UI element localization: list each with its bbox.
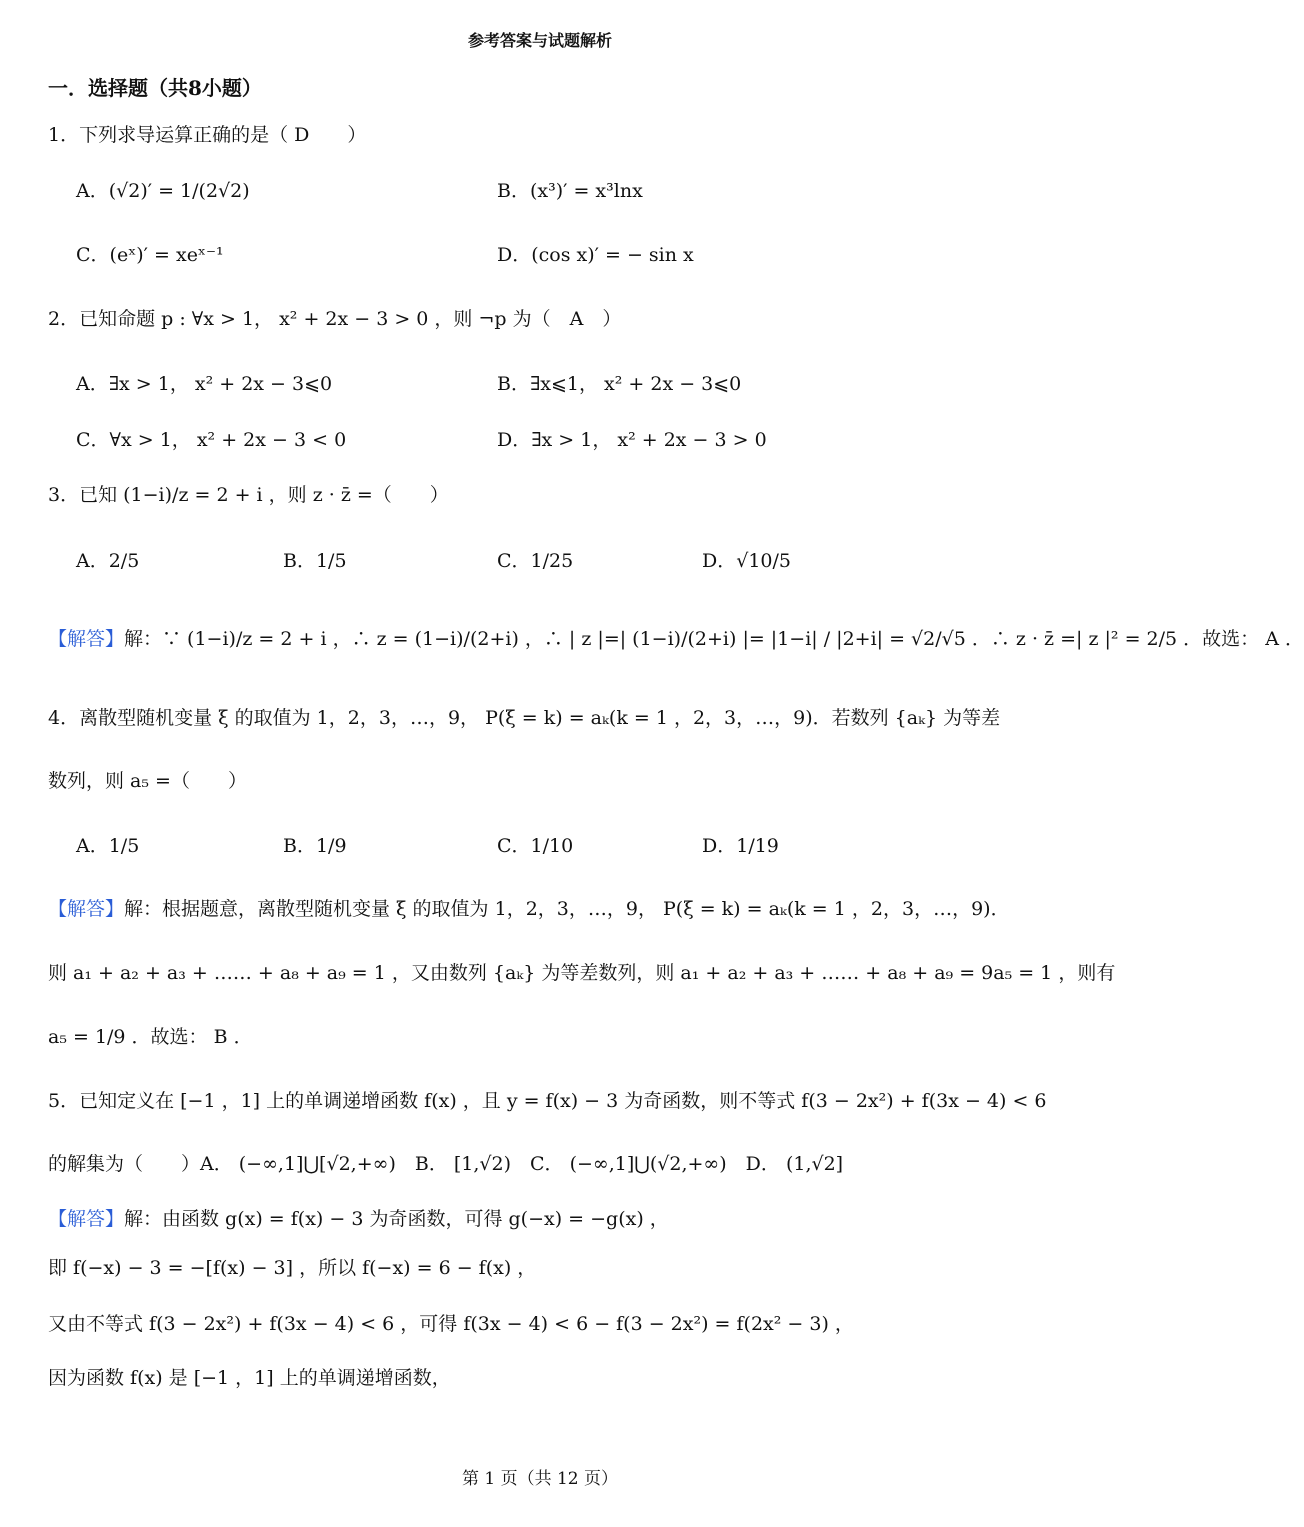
q3-option-a: A．2/5 [76, 550, 140, 572]
q1-option-d: D．(cos x)′ = − sin x [497, 244, 694, 266]
q3-solution [48, 624, 1304, 651]
page-title: 参考答案与试题解析 [467, 31, 612, 50]
q4-solution-line3: a₅ = 1/9 ．故选： B ． [48, 1026, 253, 1048]
q3-option-c: C．1/25 [497, 550, 574, 572]
answer-tag: 【解答】 [48, 898, 125, 920]
q1-option-c: C．(eˣ)′ = xeˣ⁻¹ [76, 244, 224, 266]
q4-option-d: D．1/19 [702, 835, 779, 857]
q2-option-a: A．∃x > 1， x² + 2x − 3⩽0 [76, 373, 333, 395]
q3-stem: 3．已知 (1−i)/z = 2 + i ，则 z · z̄ =（ ） [48, 484, 449, 506]
q4-option-b: B．1/9 [283, 835, 347, 857]
q3-option-b: B．1/5 [283, 550, 347, 572]
q4-option-c: C．1/10 [497, 835, 574, 857]
q2-option-b: B．∃x⩽1， x² + 2x − 3⩽0 [497, 373, 742, 395]
q5-solution-line4: 因为函数 f(x) 是 [−1 ，1] 上的单调递增函数， [48, 1367, 451, 1389]
q1-option-b: B．(x³)′ = x³lnx [497, 180, 643, 202]
q4-option-a: A．1/5 [76, 835, 140, 857]
answer-tag: 【解答】 [48, 1208, 125, 1230]
q4-solution-line2: 则 a₁ + a₂ + a₃ + …… + a₈ + a₉ = 1 ，又由数列 {aₖ} 为等差数列，则 a₁ + a₂ + a₃ + …… + a₈ + a₉ = 9a₅ = 1 ，则有 [48, 962, 1116, 984]
q2-option-d: D．∃x > 1， x² + 2x − 3 > 0 [497, 429, 767, 451]
q5-solution-line3: 又由不等式 f(3 − 2x²) + f(3x − 4) < 6 ，可得 f(3x − 4) < 6 − f(3 − 2x²) = f(2x² − 3) ， [48, 1313, 854, 1335]
section-heading: 一．选择题（共8小题） [48, 76, 262, 100]
q5-solution-line1 [48, 1204, 669, 1231]
q4-stem-line2: 数列，则 a₅ =（ ） [48, 770, 247, 792]
q3-solution-text: 解：∵ (1−i)/z = 2 + i ，∴ z = (1−i)/(2+i) ，∴ | z |=| (1−i)/(2+i) |= |1−i| / |2+i| = √2/√5 ．∴ z · z̄ =| z |² = 2/5 ．故选： A ． [124, 628, 1304, 650]
q4-stem-line1: 4．离散型随机变量 ξ 的取值为 1，2，3，…，9， P(ξ = k) = aₖ(k = 1 ，2，3，…，9)．若数列 {aₖ} 为等差 [48, 707, 1001, 729]
answer-tag: 【解答】 [48, 628, 125, 650]
q5-stem-line1: 5．已知定义在 [−1 ，1] 上的单调递增函数 f(x) ，且 y = f(x) − 3 为奇函数，则不等式 f(3 − 2x²) + f(3x − 4) < 6 [48, 1090, 1047, 1112]
q4-solution-text1: 解：根据题意，离散型随机变量 ξ 的取值为 1，2，3，…，9， P(ξ = k) = aₖ(k = 1 ，2，3，…，9)． [124, 898, 1010, 920]
q1-option-a: A．(√2)′ = 1/(2√2) [76, 180, 250, 202]
q2-option-c: C．∀x > 1， x² + 2x − 3 < 0 [76, 429, 347, 451]
page-footer: 第 1 页（共 12 页） [461, 1469, 619, 1489]
q3-option-d: D．√10/5 [702, 550, 792, 572]
q5-solution-text1: 解：由函数 g(x) = f(x) − 3 为奇函数，可得 g(−x) = −g(x) ， [124, 1208, 669, 1230]
q1-stem: 1．下列求导运算正确的是（ D ） [48, 124, 367, 146]
q4-solution-line1 [48, 894, 1010, 921]
q5-stem-line2: 的解集为（ ）A． (−∞,1]⋃[√2,+∞) B． [1,√2) C． (−∞,1]⋃(√2,+∞) D． (1,√2] [48, 1153, 844, 1175]
q5-solution-line2: 即 f(−x) − 3 = −[f(x) − 3] ，所以 f(−x) = 6 − f(x) ， [48, 1257, 537, 1279]
q2-stem: 2．已知命题 p : ∀x > 1， x² + 2x − 3 > 0 ，则 ¬p 为（ A ） [48, 308, 622, 330]
